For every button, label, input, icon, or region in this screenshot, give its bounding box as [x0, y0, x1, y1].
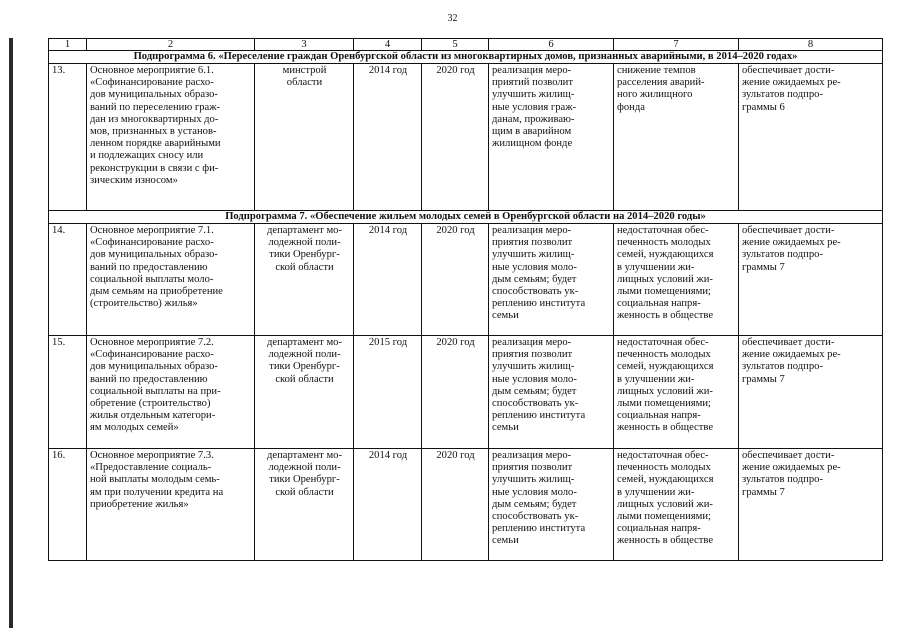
executor: департамент мо- лодежной поли- тики Оренбург- ской области — [267, 337, 342, 385]
column-number: 5 — [422, 39, 489, 51]
end-year: 2020 год — [422, 224, 489, 336]
expected-result: реализация меро- приятия позволит улучшить жилищ- ные условия моло- дым семьям; будет способствовать ук- реплению института семьи — [492, 337, 586, 434]
end-year: 2020 год — [422, 64, 489, 211]
link-to-indicators: обеспечивает дости- жение ожидаемых ре- зультатов подпро- граммы 7 — [742, 337, 841, 385]
column-number: 6 — [489, 39, 614, 51]
row-number: 13. — [49, 64, 87, 211]
table-row — [49, 64, 883, 211]
start-year: 2014 год — [354, 449, 422, 561]
end-year: 2020 год — [422, 449, 489, 561]
table-row — [49, 224, 883, 336]
column-number: 4 — [354, 39, 422, 51]
start-year: 2015 год — [354, 336, 422, 449]
column-number: 1 — [49, 39, 87, 51]
page-number: 32 — [447, 13, 458, 24]
executor: департамент мо- лодежной поли- тики Оренбург- ской области — [267, 225, 342, 273]
scan-edge-shadow — [9, 38, 13, 628]
subprogram-6-header — [49, 51, 883, 64]
consequences: недостаточная обес- печенность молодых семей, нуждающихся в улучшении жи- лищных условий жи- лыми помещениями; социальная напря- женность в обществе — [617, 225, 714, 322]
measure-name: Основное мероприятие 7.1. «Софинансирование расхо- дов муниципальных образо- ваний по предоставлению социальной выплаты моло- дым семьям на приобретение (строительство) жилья» — [90, 225, 223, 310]
expected-result: реализация меро- приятий позволит улучшить жилищ- ные условия граж- данам, проживаю- щим в аварийном жилищном фонде — [492, 65, 577, 150]
measure-name: Основное мероприятие 7.2. «Софинансирование расхо- дов муниципальных образо- ваний по предоставлению социальной выплаты на при- обретение (строительство) жилья отдельным категори- ям молодых семей» — [90, 337, 221, 434]
link-to-indicators: обеспечивает дости- жение ожидаемых ре- зультатов подпро- граммы 7 — [742, 225, 841, 273]
consequences: снижение темпов расселения аварий- ного жилищного фонда — [617, 65, 705, 113]
measure-name: Основное мероприятие 6.1. «Софинансирование расхо- дов муниципальных образо- ваний по переселению граж- дан из многоквартирных до- мов, признанных в установ- ленном порядке аварийными и подлежащих сносу или реконструкции в связи с фи- зическим износом» — [90, 65, 221, 186]
section-title: Подпрограмма 7. «Обеспечение жильем молодых семей в Оренбургской области на 2014–2020 годы» — [49, 211, 883, 224]
section-title: Подпрограмма 6. «Переселение граждан Оренбургской области из многоквартирных домов, признанных аварийными, в 2014–2020 годах» — [49, 51, 883, 64]
measures-table — [48, 38, 883, 561]
start-year: 2014 год — [354, 224, 422, 336]
measure-name: Основное мероприятие 7.3. «Предоставление социаль- ной выплаты молодым семь- ям при получении кредита на приобретение жилья» — [90, 450, 224, 510]
subprogram-7-header — [49, 211, 883, 224]
column-number: 3 — [255, 39, 354, 51]
expected-result: реализация меро- приятия позволит улучшить жилищ- ные условия моло- дым семьям; будет способствовать ук- реплению института семьи — [492, 450, 586, 547]
column-number: 7 — [614, 39, 739, 51]
table-row — [49, 449, 883, 561]
end-year: 2020 год — [422, 336, 489, 449]
row-number: 14. — [49, 224, 87, 336]
column-number: 8 — [739, 39, 883, 51]
executor: департамент мо- лодежной поли- тики Оренбург- ской области — [267, 450, 342, 498]
consequences: недостаточная обес- печенность молодых семей, нуждающихся в улучшении жи- лищных условий жи- лыми помещениями; социальная напря- женность в обществе — [617, 450, 714, 547]
row-number: 15. — [49, 336, 87, 449]
row-number: 16. — [49, 449, 87, 561]
consequences: недостаточная обес- печенность молодых семей, нуждающихся в улучшении жи- лищных условий жи- лыми помещениями; социальная напря- женность в обществе — [617, 337, 714, 434]
table-row — [49, 336, 883, 449]
link-to-indicators: обеспечивает дости- жение ожидаемых ре- зультатов подпро- граммы 7 — [742, 450, 841, 498]
link-to-indicators: обеспечивает дости- жение ожидаемых ре- зультатов подпро- граммы 6 — [742, 65, 841, 113]
expected-result: реализация меро- приятия позволит улучшить жилищ- ные условия моло- дым семьям; будет способствовать ук- реплению института семьи — [492, 225, 586, 322]
executor: минстрой области — [282, 65, 327, 89]
column-number: 2 — [87, 39, 255, 51]
column-number-row — [49, 39, 883, 51]
start-year: 2014 год — [354, 64, 422, 211]
